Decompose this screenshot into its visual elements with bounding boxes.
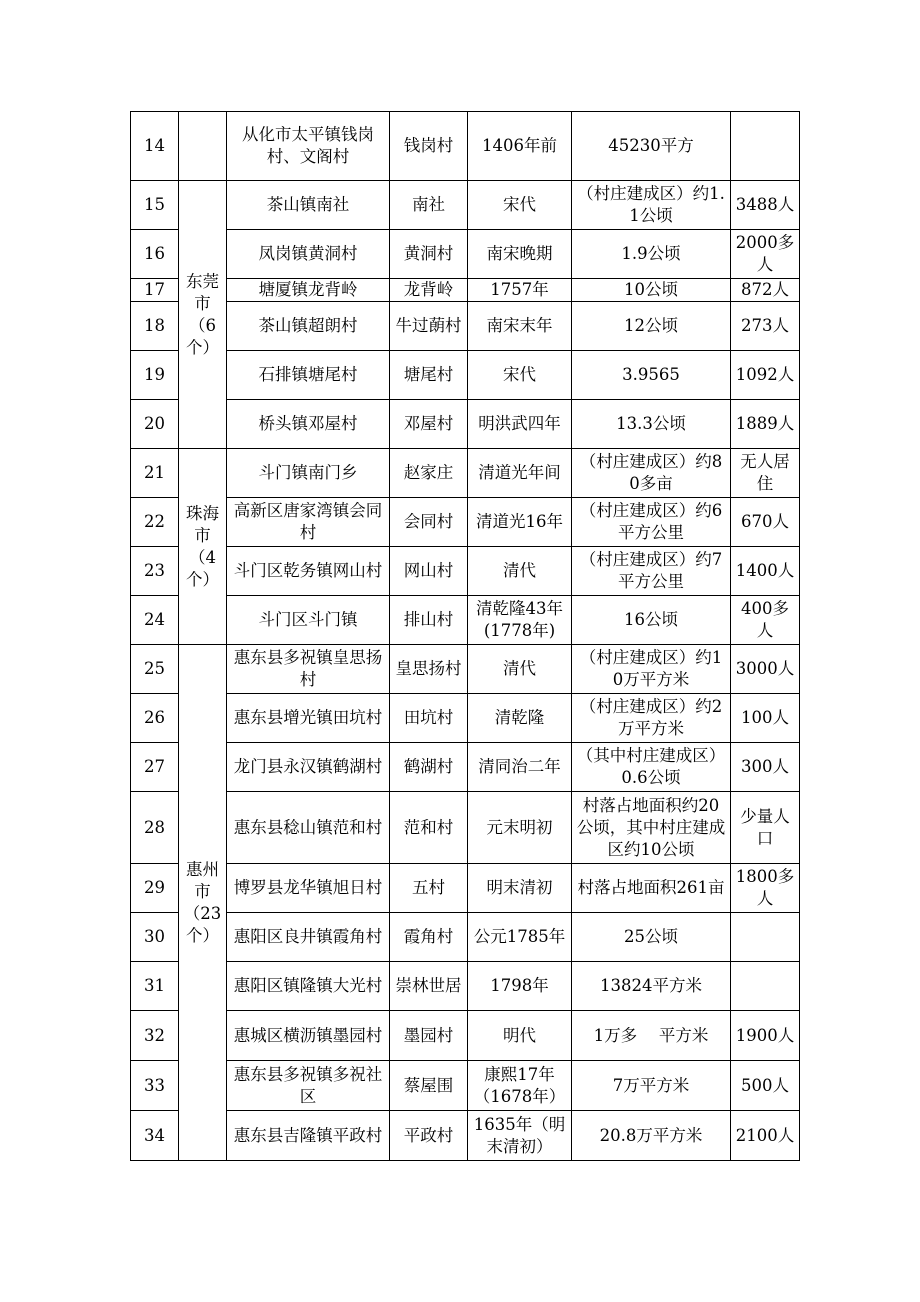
population-cell: 3000人 <box>731 645 800 694</box>
era-cell: 宋代 <box>468 351 572 400</box>
table-row <box>131 112 800 181</box>
town-cell: 凤岗镇黄洞村 <box>227 230 390 279</box>
population-cell: 2000多人 <box>731 230 800 279</box>
village-cell: 龙背岭 <box>390 279 468 302</box>
population-cell: 100人 <box>731 694 800 743</box>
table-row <box>131 181 800 230</box>
table-row <box>131 302 800 351</box>
table-row <box>131 962 800 1011</box>
row-number: 16 <box>131 230 179 279</box>
town-cell: 塘厦镇龙背岭 <box>227 279 390 302</box>
table-row <box>131 743 800 792</box>
area-cell: 1.9公顷 <box>572 230 731 279</box>
population-cell: 少量人口 <box>731 792 800 864</box>
row-number: 15 <box>131 181 179 230</box>
town-cell: 惠阳区良井镇霞角村 <box>227 913 390 962</box>
population-cell: 1400人 <box>731 547 800 596</box>
population-cell: 1092人 <box>731 351 800 400</box>
table-row <box>131 1111 800 1161</box>
town-cell: 博罗县龙华镇旭日村 <box>227 864 390 913</box>
village-cell: 牛过蓢村 <box>390 302 468 351</box>
village-cell: 五村 <box>390 864 468 913</box>
area-cell: 16公顷 <box>572 596 731 645</box>
table-row <box>131 913 800 962</box>
table-row <box>131 498 800 547</box>
historic-villages-table <box>130 111 800 1161</box>
town-cell: 石排镇塘尾村 <box>227 351 390 400</box>
era-cell: 南宋末年 <box>468 302 572 351</box>
row-number: 24 <box>131 596 179 645</box>
row-number: 27 <box>131 743 179 792</box>
table-row <box>131 645 800 694</box>
row-number: 18 <box>131 302 179 351</box>
row-number: 33 <box>131 1061 179 1111</box>
village-cell: 钱岗村 <box>390 112 468 181</box>
era-cell: 清乾隆 <box>468 694 572 743</box>
table-row <box>131 351 800 400</box>
area-cell: （村庄建成区）约80多亩 <box>572 449 731 498</box>
row-number: 29 <box>131 864 179 913</box>
era-cell: 南宋晚期 <box>468 230 572 279</box>
era-cell: 明末清初 <box>468 864 572 913</box>
population-cell: 1900人 <box>731 1011 800 1061</box>
town-cell: 惠东县吉隆镇平政村 <box>227 1111 390 1161</box>
row-number: 14 <box>131 112 179 181</box>
city-zhuhai: 珠海市（4个） <box>179 449 227 645</box>
table-row <box>131 694 800 743</box>
population-cell <box>731 913 800 962</box>
city-huizhou: 惠州市（23个） <box>179 645 227 1161</box>
population-cell: 2100人 <box>731 1111 800 1161</box>
area-cell: 3.9565 <box>572 351 731 400</box>
city-cell-empty <box>179 112 227 181</box>
era-cell: 1406年前 <box>468 112 572 181</box>
table-row <box>131 1061 800 1111</box>
village-cell: 塘尾村 <box>390 351 468 400</box>
area-cell: （村庄建成区）约6平方公里 <box>572 498 731 547</box>
village-cell: 黄洞村 <box>390 230 468 279</box>
era-cell: 1635年（明末清初） <box>468 1111 572 1161</box>
population-cell <box>731 112 800 181</box>
row-number: 19 <box>131 351 179 400</box>
area-cell: （其中村庄建成区）0.6公顷 <box>572 743 731 792</box>
village-cell: 网山村 <box>390 547 468 596</box>
village-cell: 平政村 <box>390 1111 468 1161</box>
town-cell: 惠城区横沥镇墨园村 <box>227 1011 390 1061</box>
town-cell: 龙门县永汉镇鹤湖村 <box>227 743 390 792</box>
area-cell: 45230平方 <box>572 112 731 181</box>
village-cell: 会同村 <box>390 498 468 547</box>
row-number: 30 <box>131 913 179 962</box>
town-cell: 惠东县多祝镇皇思扬村 <box>227 645 390 694</box>
row-number: 34 <box>131 1111 179 1161</box>
village-cell: 排山村 <box>390 596 468 645</box>
village-cell: 范和村 <box>390 792 468 864</box>
town-cell: 茶山镇超朗村 <box>227 302 390 351</box>
town-cell: 惠东县多祝镇多祝社区 <box>227 1061 390 1111</box>
population-cell: 670人 <box>731 498 800 547</box>
era-cell: 1798年 <box>468 962 572 1011</box>
era-cell: 宋代 <box>468 181 572 230</box>
table-row <box>131 1011 800 1061</box>
table-row <box>131 596 800 645</box>
area-cell: 村落占地面积261亩 <box>572 864 731 913</box>
town-cell: 惠东县稔山镇范和村 <box>227 792 390 864</box>
population-cell: 273人 <box>731 302 800 351</box>
area-cell: 1万多 平方米 <box>572 1011 731 1061</box>
town-cell: 斗门镇南门乡 <box>227 449 390 498</box>
era-cell: 公元1785年 <box>468 913 572 962</box>
population-cell: 1800多人 <box>731 864 800 913</box>
population-cell: 400多人 <box>731 596 800 645</box>
era-cell: 元末明初 <box>468 792 572 864</box>
town-cell: 斗门区斗门镇 <box>227 596 390 645</box>
row-number: 26 <box>131 694 179 743</box>
area-cell: 7万平方米 <box>572 1061 731 1111</box>
village-cell: 霞角村 <box>390 913 468 962</box>
row-number: 22 <box>131 498 179 547</box>
village-cell: 墨园村 <box>390 1011 468 1061</box>
area-cell: 10公顷 <box>572 279 731 302</box>
table-row <box>131 864 800 913</box>
population-cell: 500人 <box>731 1061 800 1111</box>
population-cell: 1889人 <box>731 400 800 449</box>
town-cell: 从化市太平镇钱岗村、文阁村 <box>227 112 390 181</box>
table-row <box>131 449 800 498</box>
town-cell: 桥头镇邓屋村 <box>227 400 390 449</box>
area-cell: 12公顷 <box>572 302 731 351</box>
town-cell: 高新区唐家湾镇会同村 <box>227 498 390 547</box>
village-cell: 南社 <box>390 181 468 230</box>
town-cell: 惠阳区镇隆镇大光村 <box>227 962 390 1011</box>
area-cell: 20.8万平方米 <box>572 1111 731 1161</box>
era-cell: 清道光年间 <box>468 449 572 498</box>
era-cell: 清代 <box>468 645 572 694</box>
village-cell: 邓屋村 <box>390 400 468 449</box>
row-number: 20 <box>131 400 179 449</box>
area-cell: （村庄建成区）约7平方公里 <box>572 547 731 596</box>
table-row <box>131 279 800 302</box>
area-cell: （村庄建成区）约2万平方米 <box>572 694 731 743</box>
village-cell: 皇思扬村 <box>390 645 468 694</box>
town-cell: 惠东县增光镇田坑村 <box>227 694 390 743</box>
era-cell: 明代 <box>468 1011 572 1061</box>
population-cell: 872人 <box>731 279 800 302</box>
era-cell: 清代 <box>468 547 572 596</box>
town-cell: 斗门区乾务镇网山村 <box>227 547 390 596</box>
area-cell: 13824平方米 <box>572 962 731 1011</box>
area-cell: （村庄建成区）约1.1公顷 <box>572 181 731 230</box>
town-cell: 茶山镇南社 <box>227 181 390 230</box>
table-row <box>131 547 800 596</box>
village-cell: 赵家庄 <box>390 449 468 498</box>
village-cell: 蔡屋围 <box>390 1061 468 1111</box>
table-row <box>131 230 800 279</box>
population-cell: 无人居住 <box>731 449 800 498</box>
row-number: 17 <box>131 279 179 302</box>
area-cell: 13.3公顷 <box>572 400 731 449</box>
era-cell: 清同治二年 <box>468 743 572 792</box>
table-row <box>131 792 800 864</box>
row-number: 21 <box>131 449 179 498</box>
row-number: 32 <box>131 1011 179 1061</box>
village-cell: 崇林世居 <box>390 962 468 1011</box>
row-number: 28 <box>131 792 179 864</box>
era-cell: 1757年 <box>468 279 572 302</box>
table-row <box>131 400 800 449</box>
era-cell: 清道光16年 <box>468 498 572 547</box>
row-number: 23 <box>131 547 179 596</box>
row-number: 31 <box>131 962 179 1011</box>
village-cell: 鹤湖村 <box>390 743 468 792</box>
area-cell: （村庄建成区）约10万平方米 <box>572 645 731 694</box>
population-cell: 300人 <box>731 743 800 792</box>
era-cell: 明洪武四年 <box>468 400 572 449</box>
area-cell: 25公顷 <box>572 913 731 962</box>
population-cell: 3488人 <box>731 181 800 230</box>
row-number: 25 <box>131 645 179 694</box>
city-dongguan: 东莞市（6个） <box>179 181 227 449</box>
era-cell: 清乾隆43年(1778年) <box>468 596 572 645</box>
population-cell <box>731 962 800 1011</box>
area-cell: 村落占地面积约20公顷，其中村庄建成区约10公顷 <box>572 792 731 864</box>
village-cell: 田坑村 <box>390 694 468 743</box>
era-cell: 康熙17年（1678年） <box>468 1061 572 1111</box>
